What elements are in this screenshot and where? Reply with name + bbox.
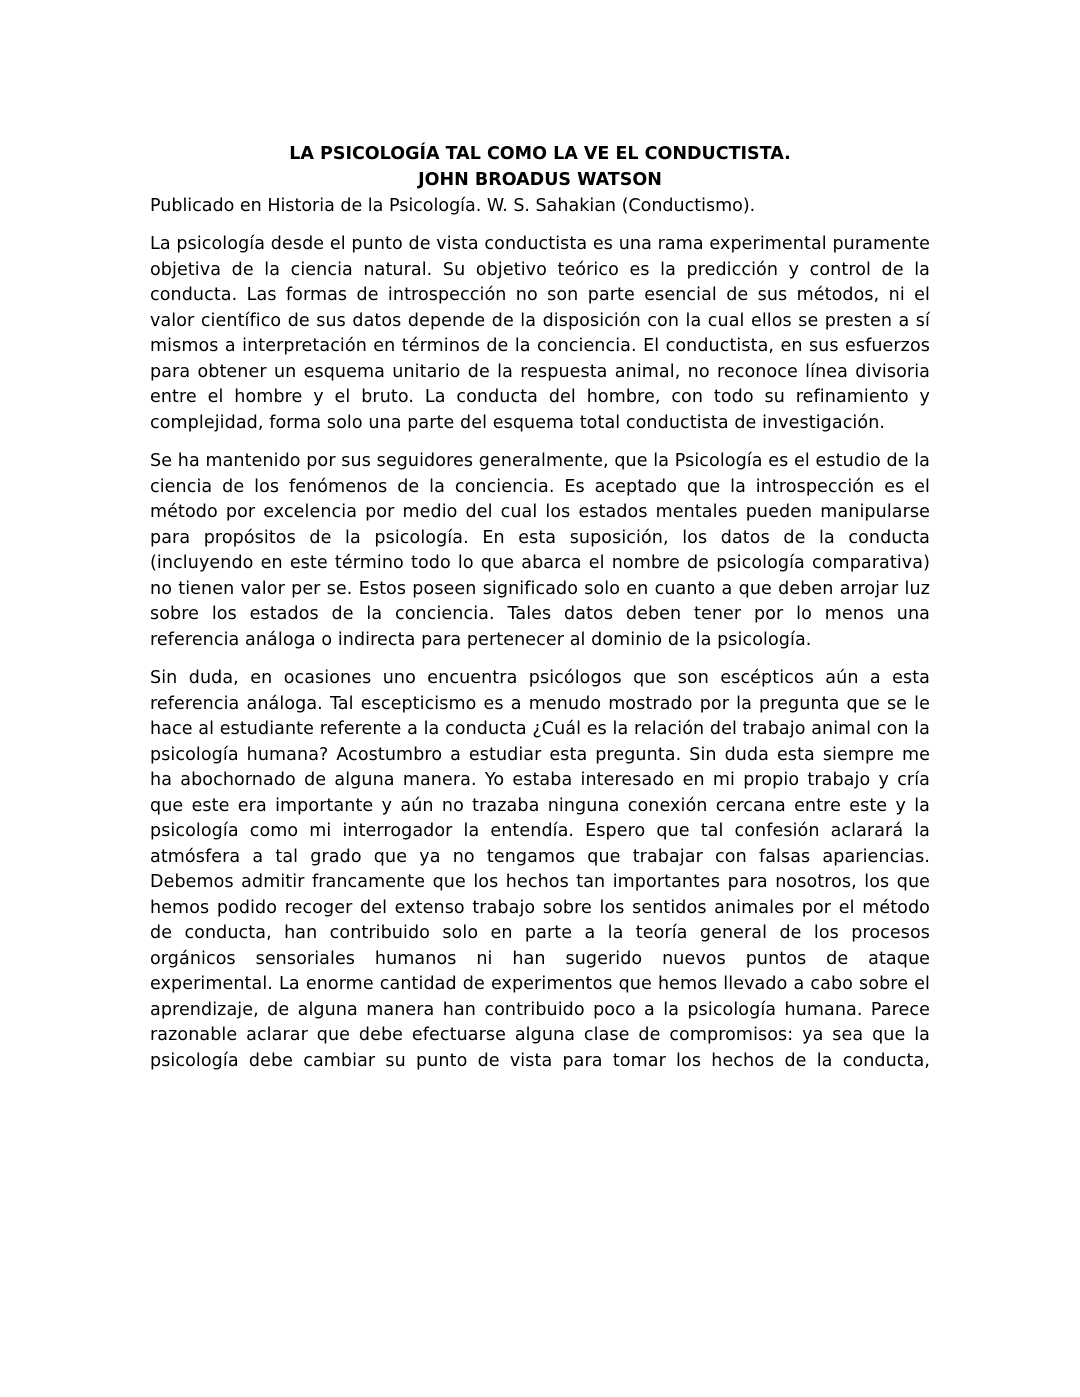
document-source-line: Publicado en Historia de la Psicología. W. S. Sahakian (Conductismo). [150, 196, 756, 216]
paragraph: La psicología desde el punto de vista conductista es una rama experimental puramente objetiva de la ciencia natural. Su objetivo teórico es la predicción y control de la conducta. Las formas de introspección no son parte esencial de sus métodos, ni el valor científico de sus datos depende de la disposición con la cual ellos se presten a sí mismos a interpretación en términos de la conciencia. El conductista, en sus esfuerzos para obtener un esquema unitario de la respuesta animal, no reconoce línea divisoria entre el hombre y el bruto. La conducta del hombre, con todo su refinamiento y complejidad, forma solo una parte del esquema total conductista de investigación. [150, 234, 930, 433]
document-author: JOHN BROADUS WATSON [418, 170, 662, 190]
paragraph: Se ha mantenido por sus seguidores generalmente, que la Psicología es el estudio de la ciencia de los fenómenos de la conciencia. Es aceptado que la introspección es el método por excelencia por medio del cual los estados mentales pueden manipularse para propósitos de la psicología. En esta suposición, los datos de la conducta (incluyendo en este término todo lo que abarca el nombre de psicología comparativa) no tienen valor per se. Estos poseen significado solo en cuanto a que deben arrojar luz sobre los estados de la conciencia. Tales datos deben tener por lo menos una referencia análoga o indirecta para pertenecer al dominio de la psicología. [150, 451, 930, 650]
document-title: LA PSICOLOGÍA TAL COMO LA VE EL CONDUCTISTA. [289, 144, 791, 164]
paragraph: Sin duda, en ocasiones uno encuentra psicólogos que son escépticos aún a esta referencia análoga. Tal escepticismo es a menudo mostrado por la pregunta que se le hace al estudiante referente a la conducta ¿Cuál es la relación del trabajo animal con la psicología humana? Acostumbro a estudiar esta pregunta. Sin duda esta siempre me ha abochornado de alguna manera. Yo estaba interesado en mi propio trabajo y cría que este era importante y aún no trazaba ninguna conexión cercana entre este y la psicología como mi interrogador la entendía. Espero que tal confesión aclarará la atmósfera a tal grado que ya no tengamos que trabajar con falsas apariencias. Debemos admitir francamente que los hechos tan importantes para nosotros, los que hemos podido recoger del extenso trabajo sobre los sentidos animales por el método de conducta, han contribuido solo en parte a la teoría general de los procesos orgánicos sensoriales humanos ni han sugerido nuevos puntos de ataque experimental. La enorme cantidad de experimentos que hemos llevado a cabo sobre el aprendizaje, de alguna manera han contribuido poco a la psicología humana. Parece razonable aclarar que debe efectuarse alguna clase de compromisos: ya sea que la psicología debe cambiar su punto de vista para tomar los hechos de la conducta, [150, 668, 930, 1071]
